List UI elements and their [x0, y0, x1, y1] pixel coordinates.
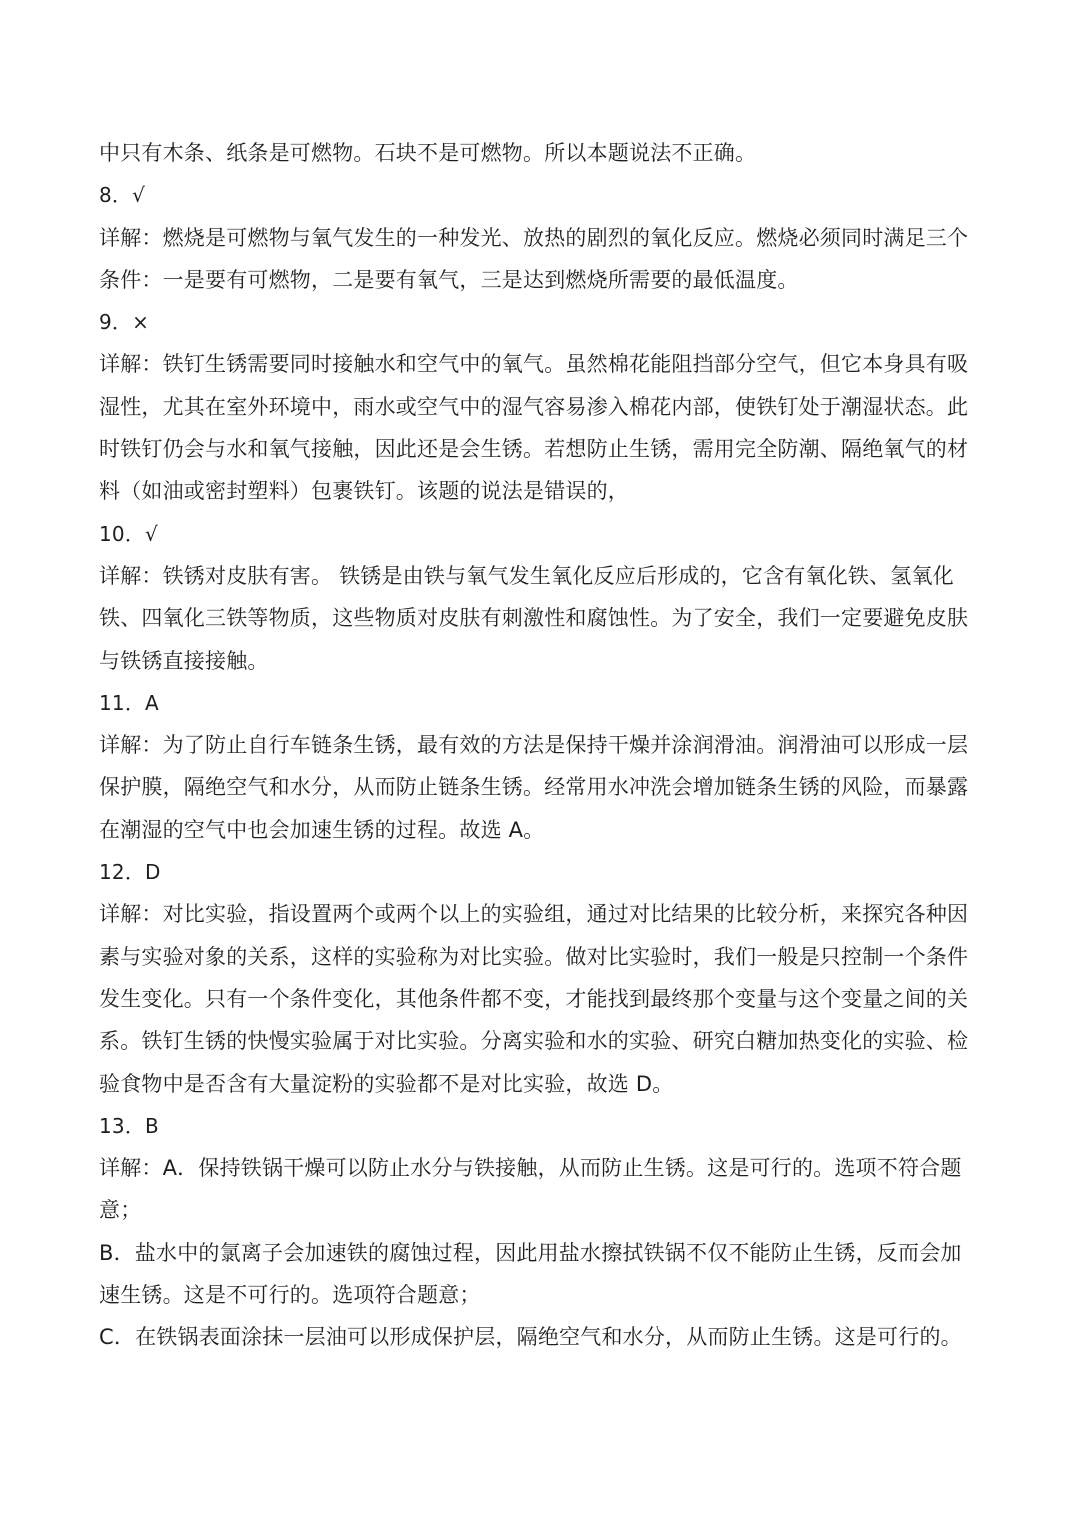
text-line: 保护膜，隔绝空气和水分，从而防止链条生锈。经常用水冲洗会增加链条生锈的风险，而暴露: [99, 775, 969, 800]
text-line: 发生变化。只有一个条件变化，其他条件都不变，才能找到最终那个变量与这个变量之间的关: [99, 986, 969, 1011]
answer-number-10: 10．√: [99, 521, 158, 546]
document-body: [99, 132, 989, 1359]
text-line: 详解：A．保持铁锅干燥可以防止水分与铁接触，从而防止生锈。这是可行的。选项不符合题: [99, 1156, 962, 1181]
text-line: 条件：一是要有可燃物，二是要有氧气，三是达到燃烧所需要的最低温度。: [99, 267, 799, 292]
text-line: B．盐水中的氯离子会加速铁的腐蚀过程，因此用盐水擦拭铁锅不仅不能防止生锈，反而会加: [99, 1240, 962, 1265]
text-line: 详解：为了防止自行车链条生锈，最有效的方法是保持干燥并涂润滑油。润滑油可以形成一层: [99, 733, 969, 758]
text-line: 铁、四氧化三铁等物质，这些物质对皮肤有刺激性和腐蚀性。为了安全，我们一定要避免皮肤: [99, 606, 969, 631]
text-line: 验食物中是否含有大量淀粉的实验都不是对比实验，故选 D。: [99, 1071, 674, 1096]
text-line: 意；: [99, 1198, 142, 1223]
text-line: 时铁钉仍会与水和氧气接触，因此还是会生锈。若想防止生锈，需用完全防潮、隔绝氧气的材: [99, 437, 969, 462]
answer-number-8: 8．√: [99, 183, 146, 208]
text-line: 湿性，尤其在室外环境中，雨水或空气中的湿气容易渗入棉花内部，使铁钉处于潮湿状态。此: [99, 394, 969, 419]
text-line: 详解：对比实验，指设置两个或两个以上的实验组，通过对比结果的比较分析，来探究各种因: [99, 902, 969, 927]
text-line: 速生锈。这是不可行的。选项符合题意；: [99, 1283, 481, 1308]
text-line: 中只有木条、纸条是可燃物。石块不是可燃物。所以本题说法不正确。: [99, 141, 757, 165]
text-line: 料（如油或密封塑料）包裹铁钉。该题的说法是错误的，: [99, 479, 629, 504]
text-line: 与铁锈直接接触。: [99, 648, 269, 673]
text-line: 详解：铁锈对皮肤有害。 铁锈是由铁与氧气发生氧化反应后形成的，它含有氧化铁、氢氧化: [99, 563, 954, 588]
text-line: 系。铁钉生锈的快慢实验属于对比实验。分离实验和水的实验、研究白糖加热变化的实验、检: [99, 1029, 969, 1054]
answer-number-12: 12．D: [99, 860, 161, 885]
text-line: C．在铁锅表面涂抹一层油可以形成保护层，隔绝空气和水分，从而防止生锈。这是可行的。: [99, 1325, 962, 1350]
text-line: 在潮湿的空气中也会加速生锈的过程。故选 A。: [99, 817, 545, 842]
answer-number-9: 9．×: [99, 310, 150, 335]
answer-number-13: 13．B: [99, 1113, 159, 1138]
text-line: 详解：铁钉生锈需要同时接触水和空气中的氧气。虽然棉花能阻挡部分空气，但它本身具有吸: [99, 352, 969, 377]
text-line: 素与实验对象的关系，这样的实验称为对比实验。做对比实验时，我们一般是只控制一个条件: [99, 944, 969, 969]
text-line: 详解：燃烧是可燃物与氧气发生的一种发光、放热的剧烈的氧化反应。燃烧必须同时满足三个: [99, 225, 969, 250]
answer-number-11: 11．A: [99, 690, 159, 715]
